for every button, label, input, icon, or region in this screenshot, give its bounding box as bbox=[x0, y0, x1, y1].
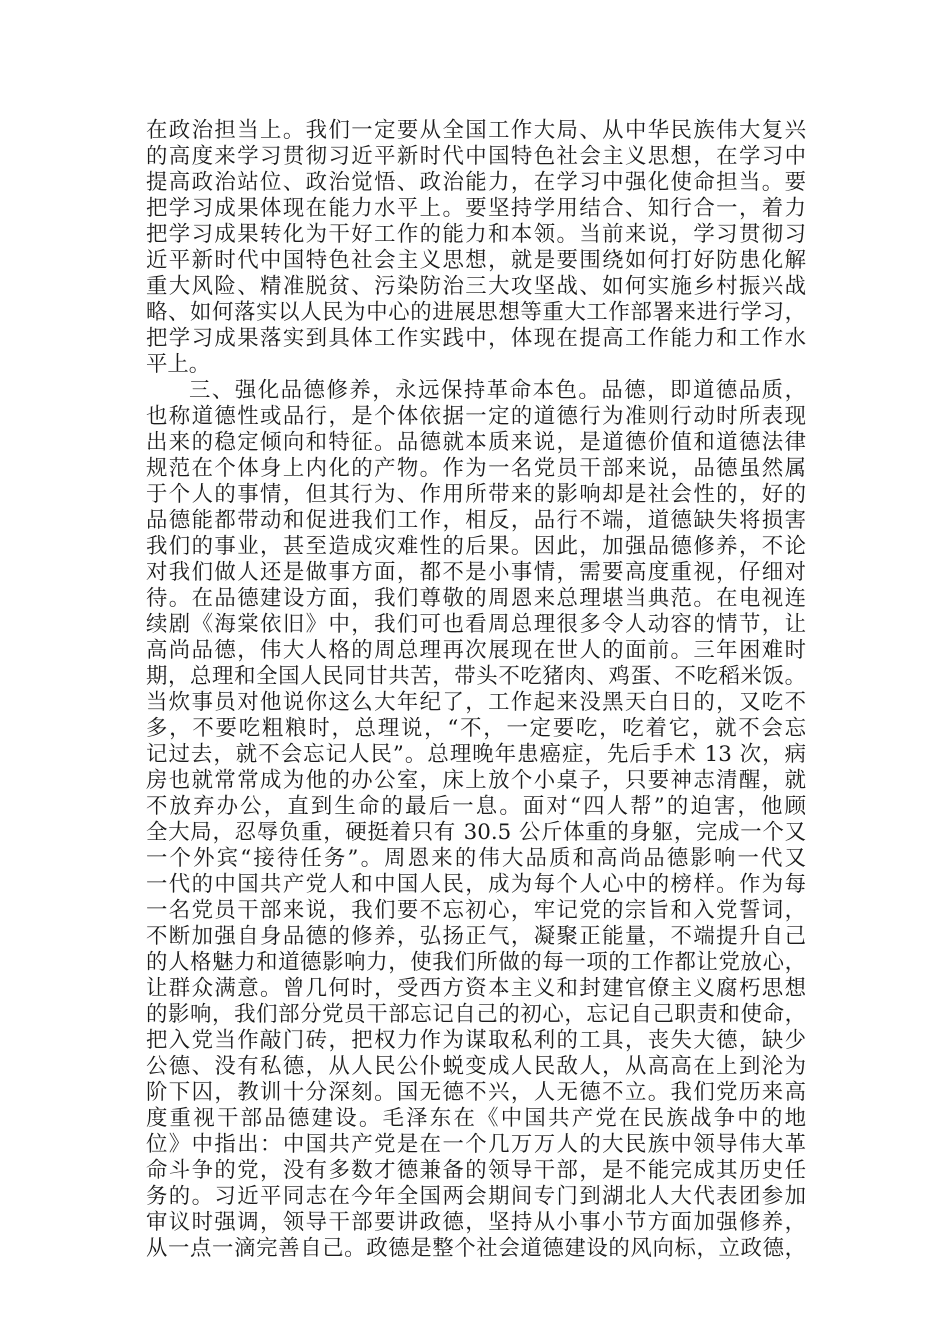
text-line: 的高度来学习贯彻习近平新时代中国特色社会主义思想，在学习中 bbox=[146, 144, 806, 169]
text-line: 阶下囚，教训十分深刻。国无德不兴，人无德不立。我们党历来高 bbox=[146, 1080, 806, 1105]
text-line: 平上。 bbox=[146, 352, 211, 377]
text-line: 近平新时代中国特色社会主义思想，就是要围绕如何打好防患化解 bbox=[146, 248, 806, 273]
text-line: 高尚品德，伟大人格的周总理再次展现在世人的面前。三年困难时 bbox=[146, 638, 806, 663]
text-line: 的人格魅力和道德影响力，使我们所做的每一项的工作都让党放心， bbox=[146, 950, 806, 975]
text-line: 期，总理和全国人民同甘共苦，带头不吃猪肉、鸡蛋、不吃稻米饭。 bbox=[146, 664, 806, 689]
text-line: 把入党当作敲门砖，把权力作为谋取私利的工具，丧失大德，缺少 bbox=[146, 1028, 806, 1053]
text-line: 让群众满意。曾几何时，受西方资本主义和封建官僚主义腐朽思想 bbox=[146, 976, 806, 1001]
text-line: 度重视干部品德建设。毛泽东在《中国共产党在民族战争中的地 bbox=[146, 1106, 806, 1131]
text-line: 把学习成果体现在能力水平上。要坚持学用结合、知行合一，着力 bbox=[146, 196, 806, 221]
text-line: 一代的中国共产党人和中国人民，成为每个人心中的榜样。作为每 bbox=[146, 872, 806, 897]
text-line: 审议时强调，领导干部要讲政德，坚持从小事小节方面加强修养， bbox=[146, 1210, 806, 1235]
text-line: 提高政治站位、政治觉悟、政治能力，在学习中强化使命担当。要 bbox=[146, 170, 806, 195]
text-line: 把学习成果转化为干好工作的能力和本领。当前来说，学习贯彻习 bbox=[146, 222, 806, 247]
text-line: 务的。习近平同志在今年全国两会期间专门到湖北人大代表团参加 bbox=[146, 1184, 806, 1209]
text-line: 于个人的事情，但其行为、作用所带来的影响却是社会性的，好的 bbox=[146, 482, 806, 507]
text-line: 当炊事员对他说你这么大年纪了，工作起来没黑天白日的，又吃不 bbox=[146, 690, 806, 715]
text-line: 的影响，我们部分党员干部忘记自己的初心，忘记自己职责和使命， bbox=[146, 1002, 806, 1027]
text-line: 重大风险、精准脱贫、污染防治三大攻坚战、如何实施乡村振兴战 bbox=[146, 274, 806, 299]
text-line: 待。在品德建设方面，我们尊敬的周恩来总理堪当典范。在电视连 bbox=[146, 586, 806, 611]
text-line: 不断加强自身品德的修养，弘扬正气，凝聚正能量，不端提升自己 bbox=[146, 924, 806, 949]
text-line: 一个外宾“接待任务”。周恩来的伟大品质和高尚品德影响一代又 bbox=[146, 846, 806, 871]
text-line: 从一点一滴完善自己。政德是整个社会道德建设的风向标，立政德， bbox=[146, 1236, 806, 1261]
text-line: 规范在个体身上内化的产物。作为一名党员干部来说，品德虽然属 bbox=[146, 456, 806, 481]
text-line: 我们的事业，甚至造成灾难性的后果。因此，加强品德修养，不论 bbox=[146, 534, 806, 559]
text-line: 三、强化品德修养，永远保持革命本色。品德，即道德品质， bbox=[189, 378, 806, 403]
text-line: 把学习成果落实到具体工作实践中，体现在提高工作能力和工作水 bbox=[146, 326, 806, 351]
text-line: 位》中指出：中国共产党是在一个几万万人的大民族中领导伟大革 bbox=[146, 1132, 806, 1157]
text-line: 对我们做人还是做事方面，都不是小事情，需要高度重视，仔细对 bbox=[146, 560, 806, 585]
text-line: 品德能都带动和促进我们工作，相反，品行不端，道德缺失将损害 bbox=[146, 508, 806, 533]
text-line: 房也就常常成为他的办公室，床上放个小桌子，只要神志清醒，就 bbox=[146, 768, 806, 793]
text-line: 多，不要吃粗粮时，总理说，“不，一定要吃，吃着它，就不会忘 bbox=[146, 716, 806, 741]
text-line: 在政治担当上。我们一定要从全国工作大局、从中华民族伟大复兴 bbox=[146, 118, 806, 143]
text-line: 公德、没有私德，从人民公仆蜕变成人民敌人，从高高在上到沦为 bbox=[146, 1054, 806, 1079]
document-body-text bbox=[146, 118, 806, 1262]
text-line: 续剧《海棠依旧》中，我们可也看周总理很多令人动容的情节，让 bbox=[146, 612, 806, 637]
text-line: 出来的稳定倾向和特征。品德就本质来说，是道德价值和道德法律 bbox=[146, 430, 806, 455]
text-line: 全大局，忍辱负重，硬挺着只有 30.5 公斤体重的身躯，完成一个又 bbox=[146, 820, 806, 845]
text-line: 略、如何落实以人民为中心的进展思想等重大工作部署来进行学习， bbox=[146, 300, 806, 325]
text-line: 记过去，就不会忘记人民”。总理晚年患癌症，先后手术 13 次，病 bbox=[146, 742, 806, 767]
text-line: 也称道德性或品行，是个体依据一定的道德行为准则行动时所表现 bbox=[146, 404, 806, 429]
text-line: 一名党员干部来说，我们要不忘初心，牢记党的宗旨和入党誓词， bbox=[146, 898, 806, 923]
text-line: 不放弃办公，直到生命的最后一息。面对“四人帮”的迫害，他顾 bbox=[146, 794, 806, 819]
text-line: 命斗争的党，没有多数才德兼备的领导干部，是不能完成其历史任 bbox=[146, 1158, 806, 1183]
